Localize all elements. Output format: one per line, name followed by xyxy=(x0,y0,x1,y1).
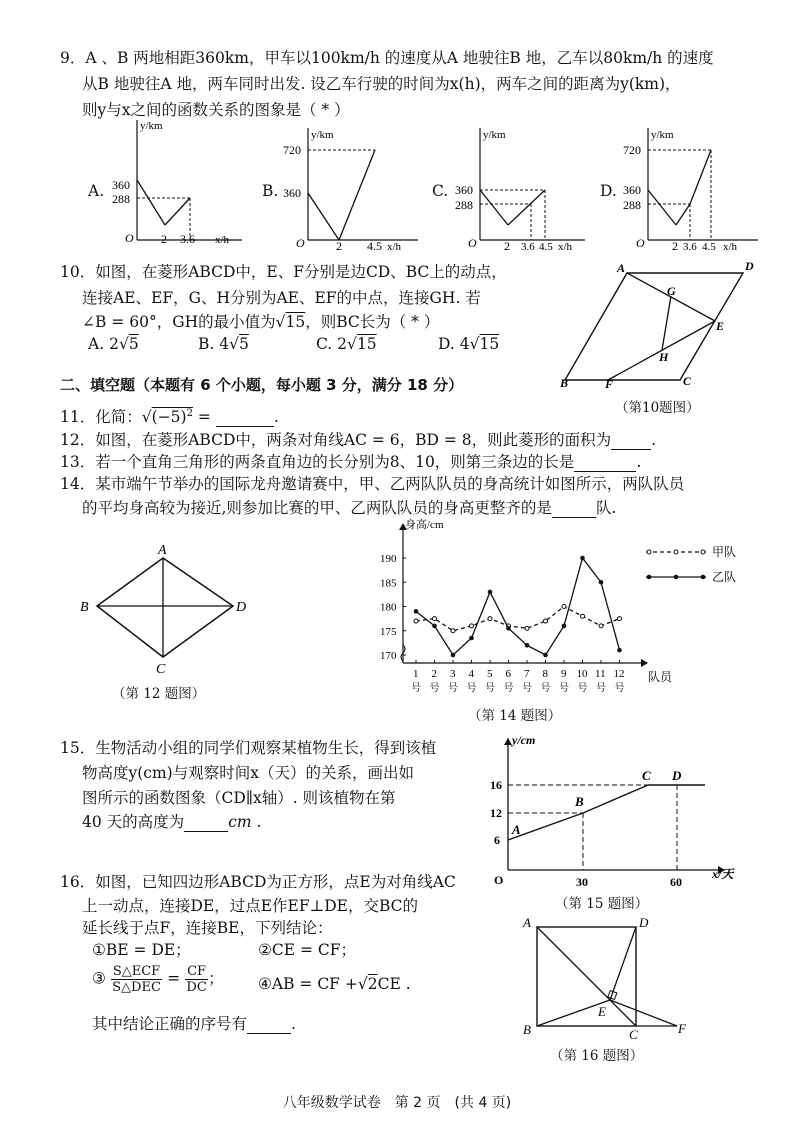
series-0-point xyxy=(451,629,455,633)
svg-text:y/km: y/km xyxy=(311,129,334,141)
svg-text:B: B xyxy=(80,600,89,615)
svg-text:288: 288 xyxy=(112,192,130,206)
svg-text:x/h: x/h xyxy=(215,234,230,246)
svg-text:3.6: 3.6 xyxy=(521,241,535,253)
svg-text:A: A xyxy=(523,915,531,930)
svg-text:E: E xyxy=(716,319,725,333)
q12-answer-blank[interactable] xyxy=(611,433,651,450)
q16-caption: （第 16 题图） xyxy=(550,1048,644,1064)
legend-marker-1 xyxy=(674,575,679,580)
svg-text:4.5: 4.5 xyxy=(539,241,553,253)
svg-text:3.6: 3.6 xyxy=(180,232,195,246)
q15-caption: （第 15 题图） xyxy=(555,896,649,912)
series-0-point xyxy=(544,619,548,623)
svg-text:720: 720 xyxy=(623,143,641,157)
svg-text:F: F xyxy=(605,377,614,388)
q16-conclusion-2: ②CE = CF； xyxy=(258,941,357,959)
chart-xtick-label-suffix: 号 xyxy=(429,683,440,694)
series-0-point xyxy=(414,619,418,623)
q16-line3: 延长线于点F，连接BE，下列结论： xyxy=(82,919,333,937)
series-0-point xyxy=(618,617,622,621)
svg-text:F: F xyxy=(678,1021,686,1036)
q16-square-figure xyxy=(515,912,705,1040)
series-0-point xyxy=(581,614,585,618)
chart-xtick-label-suffix: 号 xyxy=(540,683,551,694)
svg-text:C: C xyxy=(683,374,692,388)
q14-answer-blank[interactable] xyxy=(552,501,596,518)
series-1-point xyxy=(506,626,511,631)
svg-text:B: B xyxy=(575,794,584,809)
chart-xtick-label: 3 xyxy=(450,668,456,680)
q16-conclusion-1: ①BE = DE； xyxy=(92,941,191,959)
chart-xtick-label-suffix: 号 xyxy=(614,683,625,694)
svg-text:B: B xyxy=(560,376,569,388)
svg-text:x/天: x/天 xyxy=(712,867,734,881)
series-1-point xyxy=(562,624,567,629)
q9-graph-b xyxy=(283,125,423,255)
svg-text:30: 30 xyxy=(576,875,588,889)
q13: 13．若一个直角三角形的两条直角边的长分别为8、10，则第三条边的长是 . xyxy=(60,453,642,471)
q9-line1: 9．A 、B 两地相距360km，甲车以100km/h 的速度从A 地驶往B 地，乙车以80km/h 的速度 xyxy=(60,49,714,67)
q9-graph-a xyxy=(112,115,247,250)
svg-text:360: 360 xyxy=(112,178,130,192)
chart-xtick-label: 1 xyxy=(413,668,419,680)
chart-ytick-label: 170 xyxy=(380,650,397,662)
q16-line2: 上一动点，连接DE，过点E作EF⊥DE，交BC的 xyxy=(82,897,418,915)
legend-marker-1 xyxy=(647,575,652,580)
svg-text:x/h: x/h xyxy=(723,241,738,253)
series-1-point xyxy=(525,643,530,648)
chart-xtick-label: 7 xyxy=(524,668,530,680)
legend-marker-0 xyxy=(647,550,651,554)
q12: 12．如图，在菱形ABCD中，两条对角线AC = 6，BD = 8，则此菱形的面积为 . xyxy=(60,431,657,449)
chart-ytick-label: 175 xyxy=(380,625,397,638)
chart-xtick-label: 8 xyxy=(542,668,548,680)
svg-text:H: H xyxy=(659,350,669,364)
svg-text:D: D xyxy=(672,768,682,783)
q9-line3: 则y与x之间的函数关系的图象是（ * ） xyxy=(82,101,350,119)
q9-line2: 从B 地驶往A 地，两车同时出发. 设乙车行驶的时间为x(h)，两车之间的距离为y(km)， xyxy=(82,75,681,93)
chart-xtick-label: 2 xyxy=(431,668,437,680)
q16-line1: 16．如图，已知四边形ABCD为正方形，点E为对角线AC xyxy=(60,873,456,891)
svg-text:y/km: y/km xyxy=(483,129,506,141)
q10-option-a: A. 2√5 xyxy=(88,335,139,353)
svg-text:E: E xyxy=(598,1004,606,1019)
svg-text:y/cm: y/cm xyxy=(512,733,536,747)
chart-xtick-label-suffix: 号 xyxy=(503,683,514,694)
q14-caption: （第 14 题图） xyxy=(468,708,562,724)
svg-text:O: O xyxy=(636,236,645,250)
chart-xtick-label-suffix: 号 xyxy=(466,683,477,694)
svg-text:D: D xyxy=(236,600,247,615)
chart-ytick-label: 185 xyxy=(380,577,397,590)
q9-graph-c xyxy=(455,125,590,255)
q10-option-b: B. 4√5 xyxy=(198,335,249,353)
svg-text:360: 360 xyxy=(283,186,301,200)
q15-line4: 40 天的高度为 cm . xyxy=(82,813,262,831)
q10-caption: （第10题图） xyxy=(615,400,700,416)
series-1-point xyxy=(543,653,548,658)
series-0-point xyxy=(525,626,529,630)
svg-text:720: 720 xyxy=(283,143,301,157)
q16-answer-blank[interactable] xyxy=(247,1017,291,1034)
svg-text:O: O xyxy=(125,231,134,245)
series-0-point xyxy=(433,617,437,621)
chart-ylabel: 身高/cm xyxy=(405,519,444,531)
svg-text:A: A xyxy=(158,543,167,558)
legend-label-1: 乙队 xyxy=(712,570,737,584)
svg-text:4.5: 4.5 xyxy=(702,241,716,253)
q15-line1: 15．生物活动小组的同学们观察某植物生长，得到该植 xyxy=(60,739,437,757)
q10-line2: 连接AE、EF，G、H分别为AE、EF的中点，连接GH. 若 xyxy=(82,289,481,307)
series-0-point xyxy=(599,624,603,628)
svg-text:x/h: x/h xyxy=(387,241,402,253)
q9-option-b-label: B. xyxy=(262,182,279,200)
q16-ask: 其中结论正确的序号有 . xyxy=(92,1015,296,1033)
svg-text:3.6: 3.6 xyxy=(683,241,697,253)
legend-marker-0 xyxy=(674,550,678,554)
series-1-point xyxy=(599,580,604,585)
q15-answer-blank[interactable] xyxy=(184,815,228,832)
q10-line1: 10．如图，在菱形ABCD中，E、F分别是边CD、BC上的动点， xyxy=(60,263,507,281)
svg-text:12: 12 xyxy=(490,806,502,820)
q11-answer-blank[interactable] xyxy=(216,410,274,427)
svg-text:O: O xyxy=(468,236,477,250)
q12-rhombus-figure xyxy=(75,540,255,675)
legend-label-0: 甲队 xyxy=(712,545,737,559)
chart-xtick-label: 6 xyxy=(505,668,511,680)
chart-x-arrow xyxy=(641,659,648,667)
q14-line1: 14．某市端午节举办的国际龙舟邀请赛中，甲、乙两队队员的身高统计如图所示，两队队员 xyxy=(60,475,685,493)
q14-height-chart xyxy=(378,518,758,708)
legend-marker-0 xyxy=(701,550,705,554)
svg-text:O: O xyxy=(494,873,504,887)
svg-text:O: O xyxy=(296,236,305,250)
legend-marker-1 xyxy=(701,575,706,580)
page-footer: 八年级数学试卷 第 2 页 (共 4 页) xyxy=(282,1095,512,1111)
chart-xtick-label-suffix: 号 xyxy=(559,683,569,694)
q15-line2: 物高度y(cm)与观察时间x（天）的关系，画出如 xyxy=(82,764,414,782)
svg-text:A: A xyxy=(617,261,626,275)
q9-option-c-label: C. xyxy=(432,182,449,200)
chart-xtick-label: 11 xyxy=(595,668,606,680)
series-1-point xyxy=(451,653,456,658)
series-1-point xyxy=(414,609,419,614)
q10-rhombus-figure xyxy=(555,258,765,388)
svg-text:A: A xyxy=(512,822,521,837)
svg-text:6: 6 xyxy=(494,833,500,847)
svg-text:2: 2 xyxy=(672,239,678,253)
series-0-point xyxy=(488,617,492,621)
chart-xtick-label-suffix: 号 xyxy=(448,683,458,694)
svg-text:288: 288 xyxy=(455,198,473,212)
q10-line3: ∠B = 60°，GH的最小值为√15，则BC长为（ * ） xyxy=(82,313,440,331)
svg-text:288: 288 xyxy=(623,198,641,212)
series-1-point xyxy=(580,556,585,561)
svg-text:360: 360 xyxy=(623,183,641,197)
q13-answer-blank[interactable] xyxy=(574,455,636,472)
q16-conclusion-3: ③ $\frac{\text{S△ECF}}{\text{S△DEC}}$ = $\frac{CF}{DC}$ ； xyxy=(92,964,224,995)
series-line-0 xyxy=(416,607,620,631)
series-1-point xyxy=(488,590,493,595)
q15-line3: 图所示的函数图象（CD∥x轴）. 则该植物在第 xyxy=(82,789,396,807)
svg-text:x/h: x/h xyxy=(558,241,573,253)
svg-text:G: G xyxy=(667,284,676,298)
series-0-point xyxy=(562,605,566,609)
q10-option-c: C. 2√15 xyxy=(316,335,377,353)
svg-text:2: 2 xyxy=(504,239,510,253)
svg-text:y/km: y/km xyxy=(651,129,674,141)
svg-text:C: C xyxy=(156,662,166,675)
series-1-point xyxy=(617,648,622,653)
series-line-1 xyxy=(416,558,620,655)
chart-xtick-label: 12 xyxy=(613,668,625,680)
chart-ytick-label: 190 xyxy=(380,553,397,565)
svg-text:B: B xyxy=(523,1022,531,1037)
q10-option-d: D. 4√15 xyxy=(438,335,500,353)
chart-xtick-label-suffix: 号 xyxy=(577,683,588,694)
q9a-yunit: y/km xyxy=(140,120,163,132)
svg-text:360: 360 xyxy=(455,183,473,197)
svg-text:2: 2 xyxy=(161,232,167,246)
svg-text:60: 60 xyxy=(670,875,682,889)
svg-text:D: D xyxy=(745,259,754,273)
q15-growth-graph xyxy=(490,730,735,890)
series-1-point xyxy=(469,636,474,641)
chart-xtick-label: 5 xyxy=(487,668,493,680)
chart-xtick-label: 10 xyxy=(576,668,588,680)
svg-text:16: 16 xyxy=(490,778,502,792)
chart-xtick-label: 4 xyxy=(468,668,474,680)
q12-caption: （第 12 题图） xyxy=(112,686,206,702)
chart-xtick-label: 9 xyxy=(561,668,567,680)
svg-text:2: 2 xyxy=(336,239,342,253)
chart-ytick-label: 180 xyxy=(380,601,397,614)
chart-xtick-label-suffix: 号 xyxy=(411,683,421,694)
svg-text:C: C xyxy=(629,1027,638,1040)
svg-text:4.5: 4.5 xyxy=(367,239,382,253)
q9-option-d-label: D. xyxy=(600,182,617,200)
q14-line2: 的平均身高较为接近,则参加比赛的甲、乙两队队员的身高更整齐的是 队. xyxy=(82,499,617,517)
chart-xtick-label-suffix: 号 xyxy=(485,683,495,694)
series-0-point xyxy=(470,624,474,628)
section2-title: 二、填空题（本题有 6 个小题，每小题 3 分，满分 18 分） xyxy=(60,376,464,394)
q9-option-a-label: A. xyxy=(88,182,105,200)
svg-text:C: C xyxy=(642,768,651,783)
svg-text:D: D xyxy=(639,915,649,930)
q11: 11．化简：$√(-5)^2$ = . xyxy=(60,408,279,427)
chart-xlabel: 队员 xyxy=(648,670,673,684)
chart-xtick-label-suffix: 号 xyxy=(596,683,606,694)
series-1-point xyxy=(432,624,437,629)
chart-xtick-label-suffix: 号 xyxy=(522,683,532,694)
q16-conclusion-4: ④AB = CF +√2CE . xyxy=(258,975,411,993)
q9-graph-d xyxy=(623,125,763,255)
